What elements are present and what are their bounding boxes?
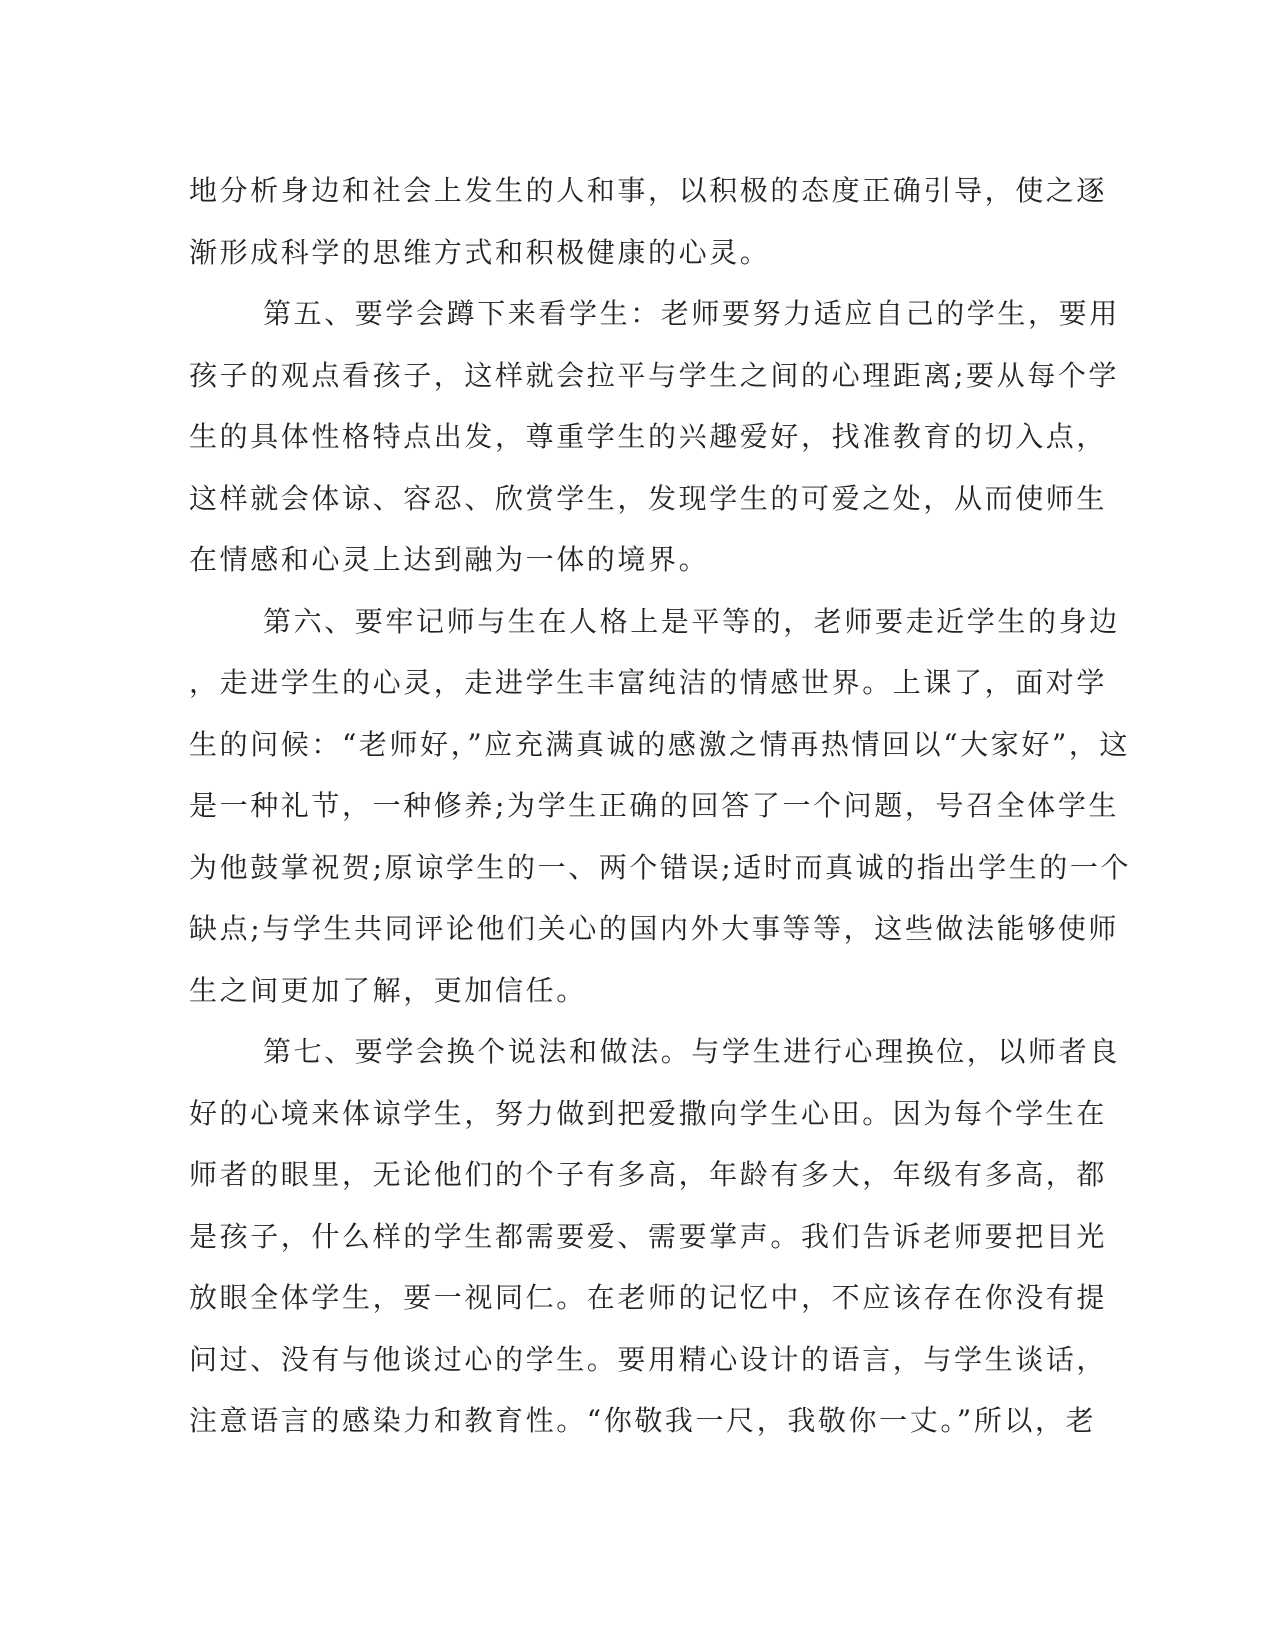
text-line: 好的心境来体谅学生，努力做到把爱撒向学生心田。因为每个学生在 [189,1096,1108,1130]
paragraph-first-line: 第六、要牢记师与生在人格上是平等的，老师要走近学生的身边 [263,604,1120,638]
text-line: 生的具体性格特点出发，尊重学生的兴趣爱好，找准教育的切入点， [189,420,1108,453]
text-line: 注意语言的感染力和教育性。“你敬我一尺，我敬你一丈。”所以，老 [189,1404,1097,1437]
text-line: 是孩子，什么样的学生都需要爱、需要掌声。我们告诉老师要把目光 [189,1219,1108,1253]
text-line: 这样就会体谅、容忍、欣赏学生，发现学生的可爱之处，从而使师生 [189,481,1108,515]
text-line: 缺点;与学生共同评论他们关心的国内外大事等等，这些做法能够使师 [189,912,1120,945]
text-line: 生之间更加了解，更加信任。 [189,973,587,1007]
paragraph-first-line: 第五、要学会蹲下来看学生：老师要努力适应自己的学生，要用 [263,297,1120,330]
text-line: ，走进学生的心灵，走进学生丰富纯洁的情感世界。上课了，面对学 [189,666,1108,699]
text-line: 为他鼓掌祝贺;原谅学生的一、两个错误;适时而真诚的指出学生的一个 [189,850,1132,884]
text-line: 在情感和心灵上达到融为一体的境界。 [189,543,710,576]
text-line: 孩子的观点看孩子，这样就会拉平与学生之间的心理距离;要从每个学 [189,358,1120,392]
text-line: 地分析身边和社会上发生的人和事，以积极的态度正确引导，使之逐 [189,174,1108,207]
body-text [189,160,1132,1452]
text-line: 放眼全体学生，要一视同仁。在老师的记忆中，不应该存在你没有提 [189,1281,1108,1314]
text-line: 渐形成科学的思维方式和积极健康的心灵。 [189,235,771,269]
text-line: 师者的眼里，无论他们的个子有多高，年龄有多大，年级有多高，都 [189,1158,1108,1191]
paragraph-first-line: 第七、要学会换个说法和做法。与学生进行心理换位，以师者良 [263,1035,1120,1068]
text-line: 是一种礼节，一种修养;为学生正确的回答了一个问题，号召全体学生 [189,789,1120,822]
text-line: 生的问候：“老师好，”应充满真诚的感激之情再热情回以“大家好”，这 [189,727,1131,761]
text-line: 问过、没有与他谈过心的学生。要用精心设计的语言，与学生谈话， [189,1342,1108,1376]
